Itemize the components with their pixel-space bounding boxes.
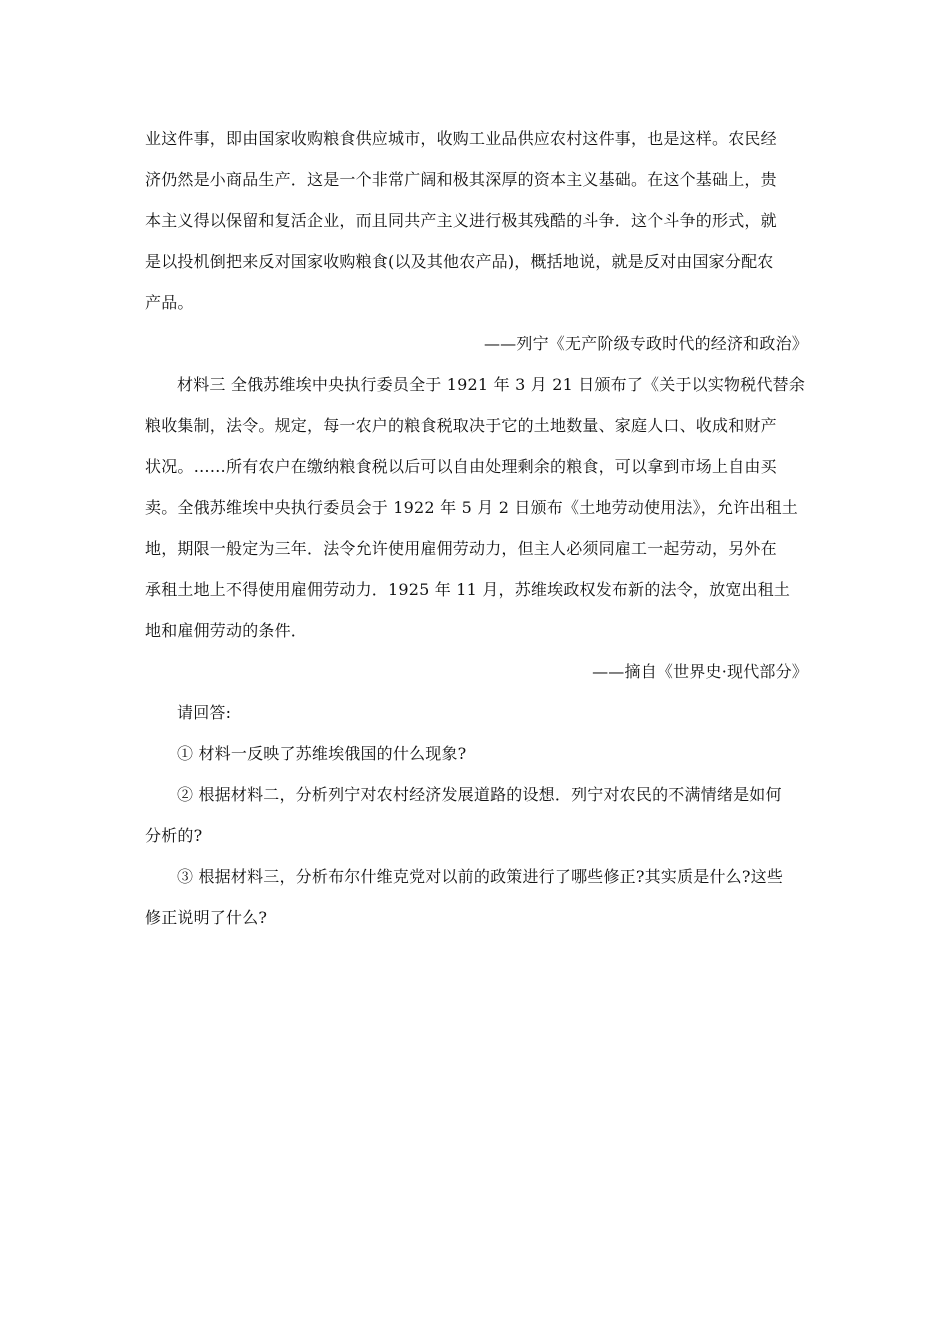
- paragraph-line: 状况。……所有农户在缴纳粮食税以后可以自由处理剩余的粮食，可以拿到市场上自由买: [145, 457, 777, 476]
- paragraph-line: 本主义得以保留和复活企业，而且同共产主义进行极其残酷的斗争．这个斗争的形式，就: [145, 211, 777, 230]
- material-three-source: ——摘自《世界史·现代部分》: [592, 662, 808, 681]
- paragraph-line: 地，期限一般定为三年．法令允许使用雇佣劳动力，但主人必须同雇工一起劳动，另外在: [145, 539, 777, 558]
- question-two-line: ② 根据材料二，分析列宁对农村经济发展道路的设想．列宁对农民的不满情绪是如何: [177, 785, 782, 804]
- paragraph-line: 粮收集制，法令。规定，每一农户的粮食税取决于它的土地数量、家庭人口、收成和财产: [145, 416, 777, 435]
- question-three-line: ③ 根据材料三，分析布尔什维克党对以前的政策进行了哪些修正?其实质是什么?这些: [177, 867, 784, 886]
- paragraph-line: 业这件事，即由国家收购粮食供应城市，收购工业品供应农村这件事，也是这样。农民经: [145, 129, 777, 148]
- document-page: [145, 118, 810, 938]
- questions-section: [145, 692, 810, 938]
- paragraph-line: 材料三 全俄苏维埃中央执行委员全于 1921 年 3 月 21 日颁布了《关于以实物税代替余: [177, 375, 806, 394]
- questions-prompt: 请回答:: [177, 703, 232, 722]
- paragraph-line: 济仍然是小商品生产．这是一个非常广阔和极其深厚的资本主义基础。在这个基础上，贵: [145, 170, 777, 189]
- paragraph-line: 是以投机倒把来反对国家收购粮食(以及其他农产品)，概括地说，就是反对由国家分配农: [145, 252, 774, 271]
- material-two-continuation: [145, 118, 810, 364]
- paragraph-line: 承租土地上不得使用雇佣劳动力．1925 年 11 月，苏维埃政权发布新的法令，放宽出租土: [145, 580, 791, 599]
- question-two-line: 分析的?: [145, 826, 203, 845]
- material-three: [145, 364, 810, 692]
- question-three-line: 修正说明了什么?: [145, 908, 268, 927]
- paragraph-line: 卖。全俄苏维埃中央执行委员会于 1922 年 5 月 2 日颁布《土地劳动使用法》，允许出租土: [145, 498, 798, 517]
- paragraph-line: 产品。: [145, 293, 194, 312]
- material-two-source: ——列宁《无产阶级专政时代的经济和政治》: [483, 334, 808, 353]
- question-one: ① 材料一反映了苏维埃俄国的什么现象?: [177, 744, 467, 763]
- paragraph-line: 地和雇佣劳动的条件．: [145, 621, 308, 640]
